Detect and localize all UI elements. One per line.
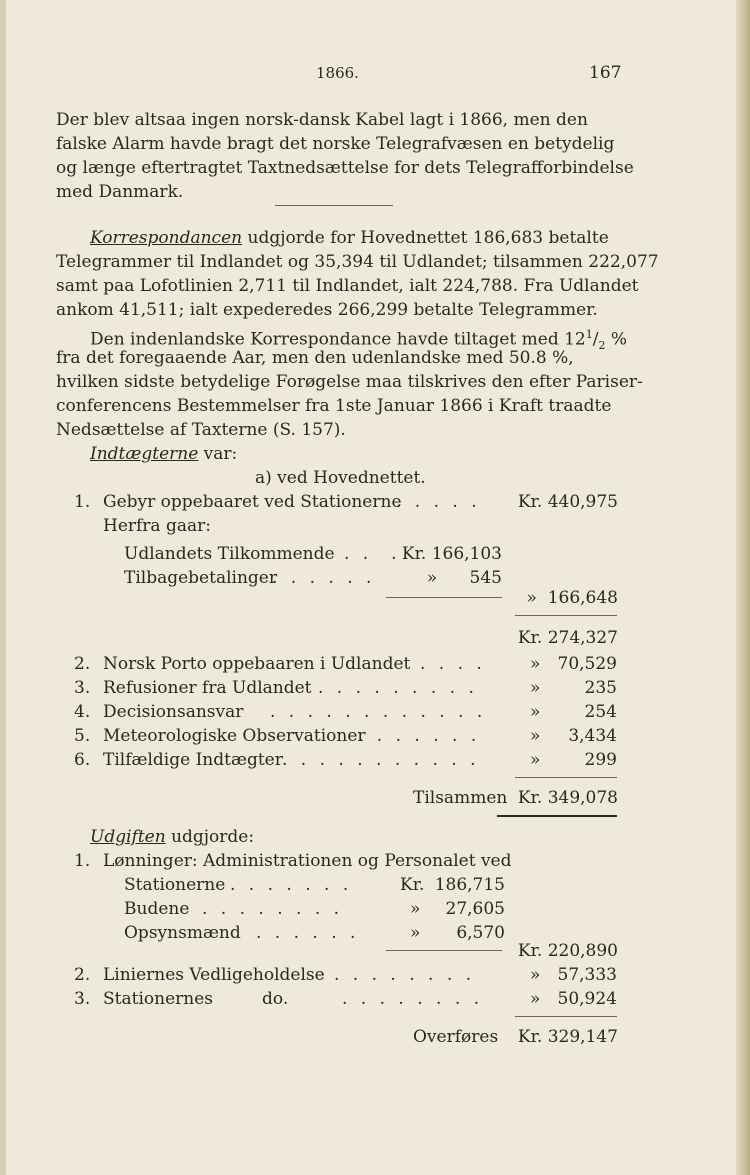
income-item-value: 235 (584, 678, 617, 698)
inland-line-1: Den indenlandske Korrespondance havde tiltaget med $12^1/_2$ % (90, 328, 628, 353)
korrespondance-line-3: samt paa Lofotlinien 2,711 til Indlandet, ialt 224,788. Fra Udlandet (56, 276, 639, 296)
income-item-num: 3. (74, 678, 91, 698)
ditto-mark: » (530, 678, 541, 698)
inland-line-4: conferencens Bestemmelser fra 1ste Januar 1866 i Kraft traadte (56, 396, 612, 416)
inland-line-1-text: Den indenlandske Korrespondance havde tiltaget med 12 (90, 329, 586, 350)
income-heading-suffix: var: (198, 444, 238, 464)
expenses-heading-line (90, 826, 254, 849)
inland-line-3: hvilken sidste betydelige Forøgelse maa tilskrives den efter Pariser- (56, 372, 643, 392)
income-item-1-label: Gebyr oppebaaret ved Stationerne (103, 492, 402, 512)
leader-dots: . . . . . . . . (342, 989, 484, 1009)
expense-item-num: 3. (74, 989, 91, 1009)
leader-dots: . . . . . . . (358, 726, 481, 746)
income-subheading: a) ved Hovednettet. (255, 468, 426, 488)
leader-dots: . . . . . . . . . (318, 678, 478, 698)
leader-dots: . . . . . . (256, 923, 360, 943)
korrespondance-text: udgjorde for Hovednettet 186,683 betalte (242, 228, 609, 248)
income-item-value: 254 (584, 702, 617, 722)
income-total-value: Kr. 349,078 (517, 788, 618, 808)
subtotal-rule (386, 597, 502, 598)
income-heading: Indtægterne (90, 444, 199, 464)
expense-item-num: 2. (74, 965, 91, 985)
net-value: Kr. 274,327 (517, 628, 618, 648)
income-item-value: 70,529 (557, 654, 617, 674)
deduction-1-value: . Kr. 166,103 (391, 544, 502, 564)
expense-item-label: Liniernes Vedligeholdelse (103, 965, 325, 985)
carry-label: Overføres (413, 1027, 499, 1047)
income-item-num: 4. (74, 702, 91, 722)
income-item-label: Tilfældige Indtægter (103, 750, 283, 770)
fraction-denominator: 2 (598, 339, 606, 353)
salary-sub-mark: » (410, 923, 421, 943)
income-item-label: Refusioner fra Udlandet (103, 678, 312, 698)
ditto-mark: » (530, 654, 541, 674)
expense-item-value: 57,333 (557, 965, 617, 985)
deduction-2-label: Tilbagebetalinger (124, 568, 277, 588)
income-item-num: 2. (74, 654, 91, 674)
carry-value: Kr. 329,147 (517, 1027, 618, 1047)
inland-line-5: Nedsættelse af Taxterne (S. 157). (56, 420, 346, 440)
salary-sub-value: 6,570 (456, 923, 505, 943)
leader-dots: . . . . . . . . (202, 899, 344, 919)
salary-sub-label: Budene (124, 899, 190, 919)
salary-sub-value: 27,605 (445, 899, 505, 919)
subtotal-rule (386, 950, 502, 951)
korrespondance-heading: Korrespondancen (90, 228, 243, 248)
income-item-value: 299 (584, 750, 617, 770)
salary-sub-value: 186,715 (434, 875, 505, 895)
herfra-label: Herfra gaar: (103, 516, 211, 536)
carry-rule (515, 1016, 617, 1017)
salary-sub-mark: Kr. (400, 875, 425, 895)
income-item-1-num: 1. (74, 492, 91, 512)
fraction-numerator: 1 (585, 328, 593, 341)
leader-dots: . . . . . . . . (334, 965, 476, 985)
inland-line-2 (56, 347, 574, 370)
salary-sub-label: Stationerne (124, 875, 226, 895)
deduction-total-value: » 166,648 (526, 588, 618, 608)
net-rule (515, 615, 617, 616)
expense-item-value: 50,924 (557, 989, 617, 1009)
leader-dots: . . (344, 544, 373, 564)
leader-dots: . . . . . . (272, 568, 376, 588)
page-edge-right (736, 0, 750, 1175)
percent-sign-2: %, (552, 348, 574, 368)
income-item-value: 3,434 (568, 726, 617, 746)
ditto-word: do. (262, 989, 289, 1009)
ditto-mark: » (530, 726, 541, 746)
korrespondance-line-2: Telegrammer til Indlandet og 35,394 til Udlandet; tilsammen 222,077 (56, 252, 659, 272)
leader-dots: . . . . . . . (230, 875, 353, 895)
income-item-label: Decisionsansvar (103, 702, 244, 722)
income-item-label: Norsk Porto oppebaaren i Udlandet (103, 654, 411, 674)
salary-total-value: Kr. 220,890 (517, 941, 618, 961)
ditto-mark: » (530, 702, 541, 722)
deduction-1-label: Udlandets Tilkommende (124, 544, 335, 564)
income-item-label: Meteorologiske Observationer (103, 726, 366, 746)
inland-line-2-text: fra det foregaaende Aar, men den udenlandske med 50.8 (56, 348, 553, 368)
income-item-num: 5. (74, 726, 91, 746)
income-total-label: Tilsammen (413, 788, 508, 808)
leader-dots: . . . . . . . . . . . (282, 750, 480, 770)
ditto-mark: » (530, 750, 541, 770)
intro-line-4: med Danmark. (56, 182, 184, 202)
intro-line-1: Der blev altsaa ingen norsk-dansk Kabel lagt i 1866, men den (56, 110, 588, 130)
income-item-num: 6. (74, 750, 91, 770)
expenses-heading: Udgiften (90, 827, 166, 847)
ditto-mark: » (530, 989, 541, 1009)
leader-dots: . . . . . (396, 492, 481, 512)
intro-line-3: og længe eftertragtet Taxtnedsættelse for dets Telegrafforbindelse (56, 158, 634, 178)
income-heading-line (90, 443, 237, 466)
expense-item-1-num: 1. (74, 851, 91, 871)
korrespondance-line-1 (90, 227, 609, 250)
ditto-mark: » (530, 965, 541, 985)
expense-item-label: Stationernes (103, 989, 213, 1009)
expenses-heading-suffix: udgjorde: (165, 827, 255, 847)
running-head-year: 1866. (316, 64, 359, 82)
salary-sub-mark: » (410, 899, 421, 919)
intro-line-2: falske Alarm havde bragt det norske Telegrafvæsen en betydelig (56, 134, 615, 154)
deduction-2-value: » 545 (426, 568, 502, 588)
leader-dots: . . . . . . . . . . . . (270, 702, 487, 722)
expense-item-1-label: Lønninger: Administrationen og Personalet ved (103, 851, 512, 871)
total-double-rule (497, 815, 617, 817)
leader-dots: . . . . (420, 654, 486, 674)
total-rule (515, 777, 617, 778)
salary-sub-label: Opsynsmænd (124, 923, 241, 943)
section-divider (275, 205, 393, 206)
korrespondance-line-4: ankom 41,511; ialt expederedes 266,299 betalte Telegrammer. (56, 300, 598, 320)
income-item-1-value: Kr. 440,975 (517, 492, 618, 512)
page-number: 167 (589, 63, 622, 83)
percent-sign: % (605, 329, 628, 350)
